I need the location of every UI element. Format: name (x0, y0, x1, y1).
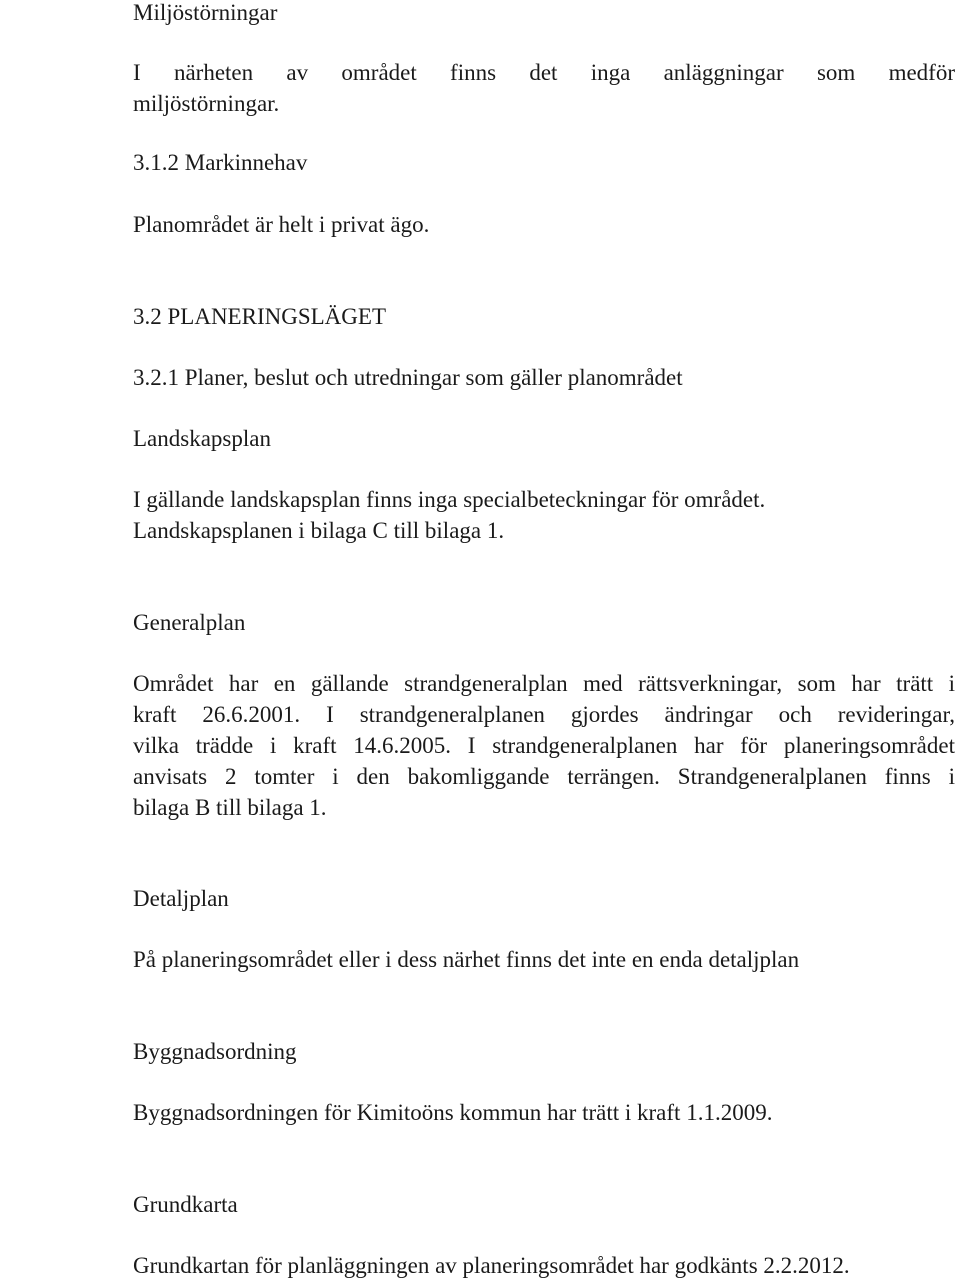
paragraph-markinnehav: Planområdet är helt i privat ägo. (133, 212, 430, 237)
paragraph-line: I gällande landskapsplan finns inga specialbeteckningar för området. (133, 487, 766, 512)
paragraph-line: anvisats 2 tomter i den bakomliggande terrängen. Strandgeneralplanen finns i (133, 764, 955, 789)
heading-detaljplan: Detaljplan (133, 886, 229, 911)
paragraph-grundkarta: Grundkartan för planläggningen av planeringsområdet har godkänts 2.2.2012. (133, 1253, 850, 1278)
paragraph-line: Området har en gällande strandgeneralplan med rättsverkningar, som har trätt i (133, 671, 955, 696)
heading-planeringslaget: 3.2 PLANERINGSLÄGET (133, 304, 386, 329)
paragraph-detaljplan: På planeringsområdet eller i dess närhet finns det inte en enda detaljplan (133, 947, 800, 972)
heading-generalplan: Generalplan (133, 610, 246, 635)
paragraph-miljostorningar (133, 57, 955, 119)
heading-miljostorningar: Miljöstörningar (133, 0, 278, 25)
paragraph-byggnadsordning: Byggnadsordningen för Kimitoöns kommun har trätt i kraft 1.1.2009. (133, 1100, 773, 1125)
paragraph-line: miljöstörningar. (133, 91, 280, 116)
heading-landskapsplan: Landskapsplan (133, 426, 271, 451)
paragraph-generalplan (133, 668, 955, 823)
paragraph-line: bilaga B till bilaga 1. (133, 795, 327, 820)
heading-byggnadsordning: Byggnadsordning (133, 1039, 297, 1064)
paragraph-line: I närheten av området finns det inga anläggningar som medför (133, 60, 955, 85)
heading-grundkarta: Grundkarta (133, 1192, 238, 1217)
paragraph-line: kraft 26.6.2001. I strandgeneralplanen gjordes ändringar och revideringar, (133, 702, 955, 727)
paragraph-landskapsplan (133, 484, 955, 546)
paragraph-line: Landskapsplanen i bilaga C till bilaga 1. (133, 518, 505, 543)
paragraph-line: vilka trädde i kraft 14.6.2005. I strandgeneralplanen har för planeringsområdet (133, 733, 955, 758)
heading-markinnehav: 3.1.2 Markinnehav (133, 150, 308, 175)
heading-planer-beslut: 3.2.1 Planer, beslut och utredningar som gäller planområdet (133, 365, 683, 390)
